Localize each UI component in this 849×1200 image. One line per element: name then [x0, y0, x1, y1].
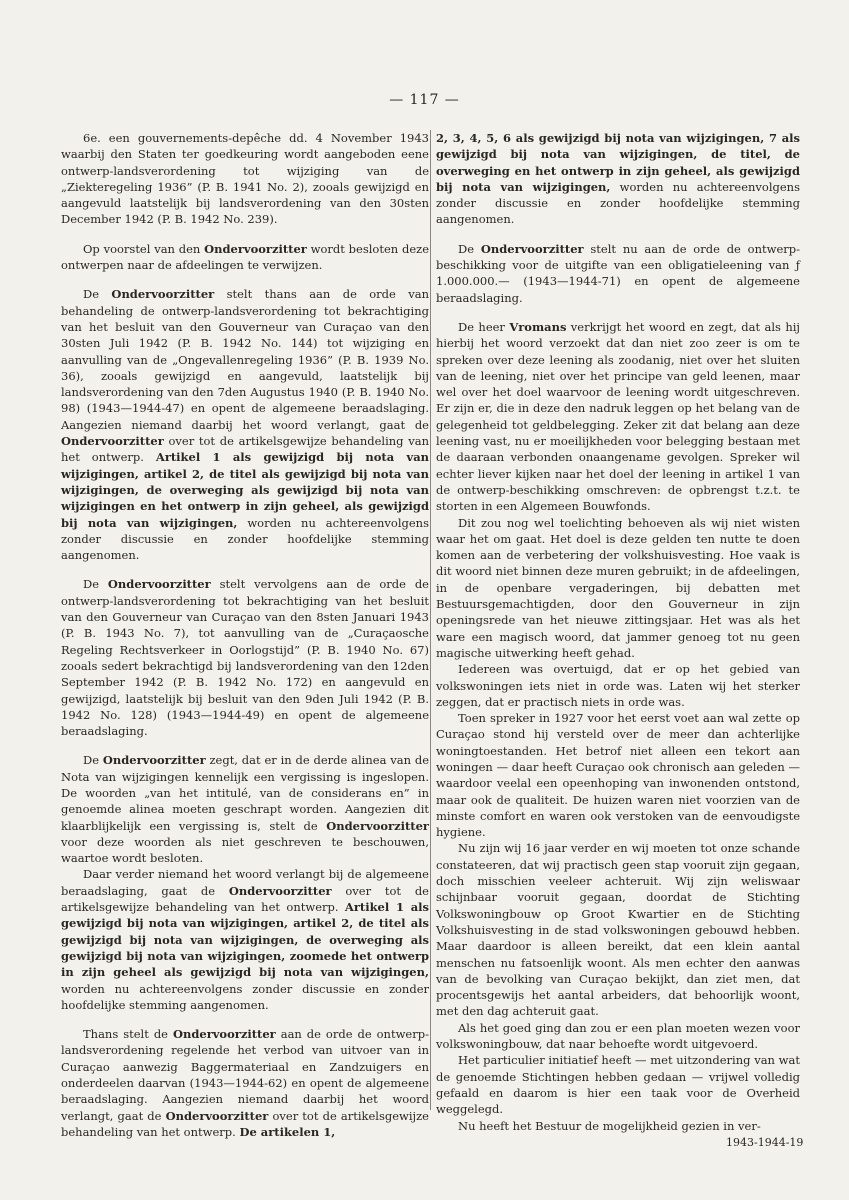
paragraph: [436, 661, 800, 710]
paragraph: [61, 1026, 429, 1140]
text-run: wordt besloten deze ontwerpen naar de afdeelingen te verwijzen.: [61, 241, 429, 273]
bold-text: Ondervoorzitter: [61, 434, 164, 449]
text-run: zegt, dat er in de derde alinea van de Nota van wijzigingen kennelijk een vergissing is ingeslopen. De woorden „van het intitulé, van de considerans en” in genoemde alinea moeten geschrapt worden. Aangezien dit klaarblijkelijk een vergissing is, stelt de: [61, 753, 429, 833]
paragraph: [436, 1118, 800, 1134]
text-run: worden nu achtereenvolgens zonder discussie en zonder hoofdelijke stemming aangenomen.: [436, 179, 800, 227]
text-run: verkrijgt het woord en zegt, dat als hij hierbij het woord verzoekt dat dan niet zoo zeer is om te spreken over deze leening als zoodanig, niet over het sluiten van de leening, niet over het principe van geld leenen, maar wel over het doel waarvoor de leening wordt uitgeschreven. Er zijn er, die in deze den nadruk leggen op het belang van de gelegenheid tot geldbelegging. Zeker zit dat belang aan deze leening vast, nu er moeilijkheden voor belegging bestaan met de daaraan verbonden onaangename gevolgen. Spreker wil echter liever kijken naar het doel der leening in artikel 1 van de ontwerp-beschikking omschreven: de opbrengst t.z.t. te storten in een Algemeen Bouwfonds.: [436, 319, 800, 514]
bold-text: Artikel 1 als gewijzigd bij nota van wijzigingen, artikel 2, de titel als gewijzigd bij nota van wijzigingen, de overweging als gewijzigd bij nota van wijzigingen, zoomede het ontwerp in zijn geheel als gewijzigd bij nota van wijzigingen,: [61, 900, 429, 980]
bold-text: 2, 3, 4, 5, 6 als gewijzigd bij nota van wijzigingen, 7 als gewijzigd bij nota van wijzigingen, de titel, de overweging en het ontwerp in zijn geheel, als gewijzigd bij nota van wijzigingen,: [436, 131, 800, 194]
paragraph: [61, 241, 429, 274]
text-run: Dit zou nog wel toelichting behoeven als wij niet wisten waar het om gaat. Het doel is deze gelden ten nutte te doen komen aan de verbetering der volkshuisvesting. Hoe vaak is dit woord niet binnen deze muren gebruikt; in de afdeelingen, in de openbare vergaderingen, bij debatten met Bestuursgemachtigden, door den Gouverneur in zijn openingsrede van het nieuwe zittingsjaar. Het was als het ware een magisch woord, dat jammer genoeg tot nu geen magische uitwerking heeft gehad.: [436, 515, 800, 660]
bold-text: De artikelen 1,: [239, 1124, 336, 1139]
text-run: Nu zijn wij 16 jaar verder en wij moeten tot onze schande constateeren, dat wij practisch geen stap vooruit zijn gegaan, doch misschien veeleer achteruit. Wij zijn weliswaar schijnbaar vooruit gegaan, doordat de Stichting Volkswoningbouw op Groot Kwartier en de Stichting Volkshuisvesting in de stad volkswoningen gebouwd hebben. Maar daardoor is alleen bereikt, dat een klein aantal menschen nu fatsoenlijk woont. Als men echter den aanwas van de bevolking van Curaçao bekijkt, dan ziet men, dat procentsgewijs het aantal arbeiders, dat behoorlijk woont, met den dag achteruit gaat.: [436, 841, 800, 1019]
paragraph: [436, 1052, 800, 1117]
paragraph: [436, 840, 800, 1019]
text-run: Het particulier initiatief heeft — met uitzondering van wat de genoemde Stichtingen hebben gedaan — vrijwel volledig gefaald en daarom is hier een taak voor de Overheid weggelegd.: [436, 1053, 800, 1117]
text-run: voor deze woorden als niet geschreven te beschouwen, waartoe wordt besloten.: [61, 834, 429, 866]
text-run: De: [83, 753, 103, 768]
paragraph: [61, 576, 429, 739]
text-run: stelt thans aan de orde van behandeling de ontwerp-landsverordening tot bekrachtiging van het besluit van den Gouverneur van Curaçao van den 30sten Juli 1942 (P. B. 1942 No. 144) tot wijziging en aanvulling van de „Ongevallenregeling 1936” (P. B. 1939 No. 36), zooals gewijzigd en aangevuld, laatstelijk bij landsverordening van den 7den Augustus 1940 (P. B. 1940 No. 98) (1943—1944-47) en opent de algemeene beraadslaging. Aangezien niemand daarbij het woord verlangt, gaat de: [61, 287, 429, 432]
left-column: [61, 130, 429, 1140]
paragraph: [436, 515, 800, 662]
text-run: stelt vervolgens aan de orde de ontwerp-landsverordening tot bekrachtiging van het besluit van den Gouverneur van Curaçao van den 8sten Januari 1943 (P. B. 1943 No. 7), tot aanvulling van de „Curaçaosche Regeling Rechtsverkeer in Oorlogstijd” (P. B. 1940 No. 67) zooals sedert bekrachtigd bij landsverordening van den 12den September 1942 (P. B. 1942 No. 172) en aangevuld en gewijzigd, laatstelijk bij besluit van den 9den Juli 1942 (P. B. 1942 No. 128) (1943—1944-49) en opent de algemeene beraadslaging.: [61, 577, 429, 739]
text-run: Daar verder niemand het woord verlangt bij de algemeene beraadslaging, gaat de: [61, 867, 429, 898]
text-run: Thans stelt de: [83, 1027, 173, 1042]
bold-text: Ondervoorzitter: [480, 241, 584, 256]
bold-text: Ondervoorzitter: [102, 753, 206, 768]
paragraph: [436, 1020, 800, 1053]
bold-text: Ondervoorzitter: [111, 287, 215, 302]
bold-text: Vromans: [509, 319, 567, 334]
text-run: De heer: [458, 319, 510, 334]
paragraph: [61, 286, 429, 563]
text-run: Nu heeft het Bestuur de mogelijkheid gezien in ver-: [458, 1118, 761, 1133]
right-column: [436, 130, 800, 1134]
page-number: — 117 —: [389, 92, 460, 108]
text-run: aan de orde de ontwerp-landsverordening regelende het verbod van uitvoer van in Curaçao aanwezig Baggermateriaal en Zandzuigers en onderdeelen daarvan (1943—1944-62) en opent de algemeene beraadslaging. Aangezien niemand daarbij het woord verlangt, gaat de: [61, 1027, 429, 1123]
bold-text: Ondervoorzitter: [165, 1108, 269, 1123]
text-run: De: [83, 287, 112, 302]
text-run: worden nu achtereenvolgens zonder discussie en zonder hoofdelijke stemming aangenomen.: [61, 515, 429, 563]
paragraph: [436, 710, 800, 840]
bold-text: Ondervoorzitter: [228, 883, 332, 898]
bold-text: Ondervoorzitter: [204, 241, 307, 256]
paragraph: [436, 241, 800, 306]
bold-text: Artikel 1 als gewijzigd bij nota van wijzigingen, artikel 2, de titel als gewijzigd bij nota van wijzigingen, de overweging als gewijzigd bij nota van wijzigingen en het ontwerp in zijn geheel, als gewijzigd bij nota van wijzigingen,: [61, 450, 430, 530]
column-divider: [430, 130, 431, 1110]
text-run: Iedereen was overtuigd, dat er op het gebied van volkswoningen iets niet in orde was. Laten wij het sterker zeggen, dat er practisch niets in orde was.: [436, 662, 800, 709]
text-run: 6e. een gouvernements-depêche dd. 4 November 1943 waarbij den Staten ter goedkeuring wordt aangeboden eene ontwerp-landsverordening tot wijziging van de „Ziekteregeling 1936” (P. B. 1941 No. 2), zooals gewijzigd en aangevuld laatstelijk bij landsverordening van den 30sten December 1942 (P. B. 1942 No. 239).: [61, 131, 429, 227]
paragraph: [61, 130, 429, 228]
text-run: Op voorstel van den: [83, 241, 205, 256]
text-run: over tot de artikelsgewijze behandeling van het ontwerp.: [61, 883, 429, 915]
text-run: Als het goed ging dan zou er een plan moeten wezen voor volkswoningbouw, dat naar behoefte wordt uitgevoerd.: [436, 1020, 800, 1052]
paragraph: [61, 866, 429, 1013]
text-run: De: [458, 241, 481, 256]
text-run: stelt nu aan de orde de ontwerp-beschikking voor de uitgifte van een obligatieleening van ƒ 1.000.000.— (1943—1944-71) en opent de algemeene beraadslaging.: [436, 241, 800, 305]
text-run: worden nu achtereenvolgens zonder discussie en zonder hoofdelijke stemming aangenomen.: [61, 981, 429, 1012]
document-reference: 1943-1944-19: [726, 1136, 804, 1149]
text-run: De: [83, 577, 108, 592]
paragraph: [61, 752, 429, 866]
text-run: over tot de artikelsgewijze behandeling van het ontwerp.: [61, 1108, 429, 1139]
bold-text: Ondervoorzitter: [107, 577, 211, 592]
text-run: over tot de artikelsgewijze behandeling van het ontwerp.: [61, 434, 429, 465]
bold-text: Ondervoorzitter: [326, 818, 429, 833]
paragraph: [436, 319, 800, 515]
paragraph: [436, 130, 800, 228]
bold-text: Ondervoorzitter: [172, 1027, 276, 1042]
text-run: Toen spreker in 1927 voor het eerst voet aan wal zette op Curaçao stond hij versteld over de meer dan achterlijke woningtoestanden. Het betrof niet alleen een tekort aan woningen — daar heeft Curaçao ook chronisch aan geleden — waardoor veelal een opeenhoping van inwonenden ontstond, maar ook de qualiteit. De huizen waren niet voorzien van de minste comfort en waren ook verstoken van de eenvoudigste hygiene.: [436, 711, 800, 840]
